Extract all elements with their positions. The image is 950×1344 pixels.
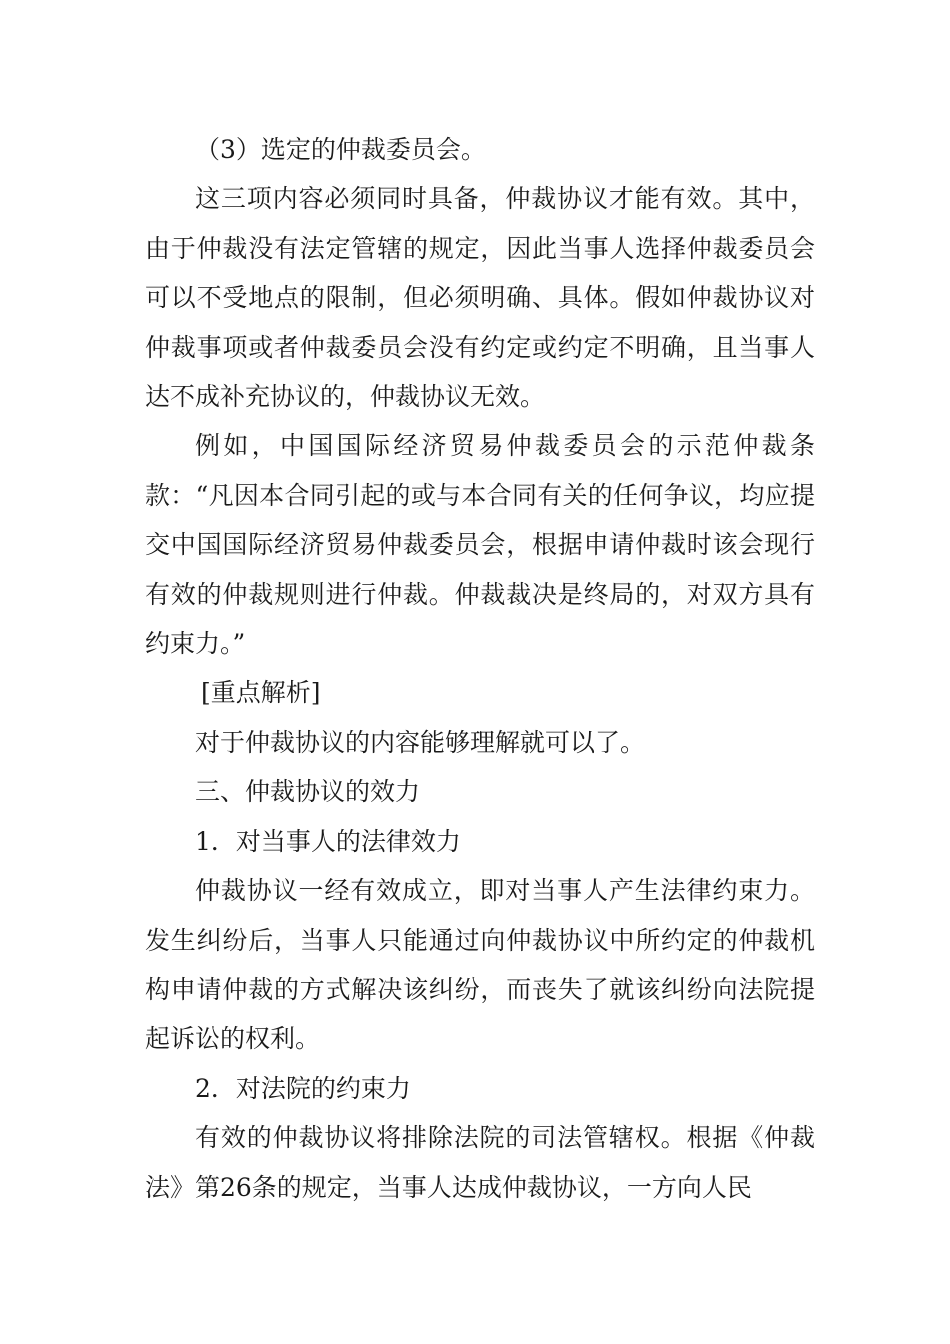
- document-body: [145, 125, 815, 1212]
- paragraph-court-effect: 有效的仲裁协议将排除法院的司法管辖权。根据《仲裁法》第26条的规定，当事人达成仲裁协议，一方向人民: [145, 1123, 815, 1202]
- paragraph-parties-effect: 仲裁协议一经有效成立，即对当事人产生法律约束力。发生纠纷后，当事人只能通过向仲裁协议中所约定的仲裁机构申请仲裁的方式解决该纠纷，而丧失了就该纠纷向法院提起诉讼的权利。: [145, 876, 815, 1054]
- paragraph-item-3: （3）选定的仲裁委员会。: [195, 135, 486, 164]
- section-heading-effect: 三、仲裁协议的效力: [195, 777, 421, 807]
- paragraph-example-clause: 例如，中国国际经济贸易仲裁委员会的示范仲裁条款：“凡因本合同引起的或与本合同有关的任何争议，均应提交中国国际经济贸易仲裁委员会，根据申请仲裁时该会现行有效的仲裁规则进行仲裁。仲裁裁决是终局的，对双方具有约束力。”: [145, 431, 815, 659]
- subheading-court-effect: 2．对法院的约束力: [195, 1073, 411, 1103]
- key-analysis-heading: [重点解析]: [201, 678, 321, 708]
- paragraph-key-analysis: 对于仲裁协议的内容能够理解就可以了。: [195, 727, 646, 757]
- subheading-parties-effect: 1．对当事人的法律效力: [195, 826, 461, 856]
- paragraph-requirements: 这三项内容必须同时具备，仲裁协议才能有效。其中，由于仲裁没有法定管辖的规定，因此当事人选择仲裁委员会可以不受地点的限制，但必须明确、具体。假如仲裁协议对仲裁事项或者仲裁委员会没有约定或约定不明确，且当事人达不成补充协议的，仲裁协议无效。: [145, 184, 815, 412]
